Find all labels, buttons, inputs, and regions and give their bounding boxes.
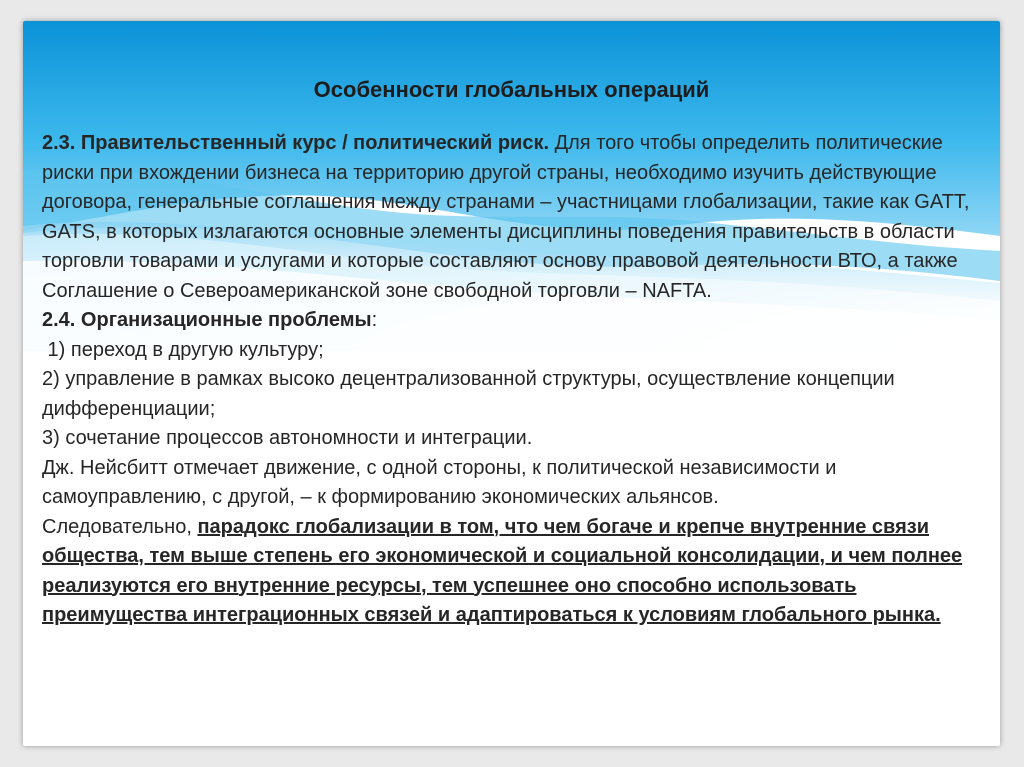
section-2-4-heading-line [42, 306, 987, 336]
list-item: 2) управление в рамках высоко децентрализованной структуры, осуществление концепции дифференциации; [42, 368, 895, 420]
list-item: 1) переход в другую культуру; [42, 338, 324, 361]
section-2-3 [42, 129, 987, 306]
section-2-3-text: Для того чтобы определить политические риски при вхождении бизнеса на территорию другой страны, необходимо изучить действующие договора, генеральные соглашения между странами – участницами глобализации, такие как GATT, GATS, в которых излагаются основные элементы дисциплины поведения правительств в области торговли товарами и услугами и которые составляют основу правовой деятельности ВТО, а также Соглашение о Североамериканской зоне свободной торговли – NAFTA. [42, 132, 970, 302]
conclusion-paragraph [42, 513, 987, 631]
section-2-4-colon: : [371, 309, 378, 331]
conclusion-lead: Следовательно, [42, 515, 198, 538]
slide-body [42, 129, 987, 631]
section-2-4-heading: 2.4. Организационные проблемы [42, 309, 372, 331]
section-2-3-heading: 2.3. Правительственный курс / политический риск. [42, 132, 550, 154]
conclusion-emphasis: парадокс глобализации в том, что чем богаче и крепче внутренние связи общества, тем выше степень его экономической и социальной консолидации, и чем полнее реализуются его внутренние ресурсы, тем успешнее оно способно использовать преимущества интеграционных связей и адаптироваться к условиям глобального рынка. [42, 515, 963, 626]
naisbitt-paragraph: Дж. Нейсбитт отмечает движение, с одной стороны, к политической независимости и самоуправлению, с другой, – к формированию экономических альянсов. [42, 456, 837, 508]
slide-title: Особенности глобальных операций [313, 77, 710, 102]
slide [23, 21, 1000, 746]
list-item: 3) сочетание процессов автономности и интеграции. [42, 427, 533, 449]
